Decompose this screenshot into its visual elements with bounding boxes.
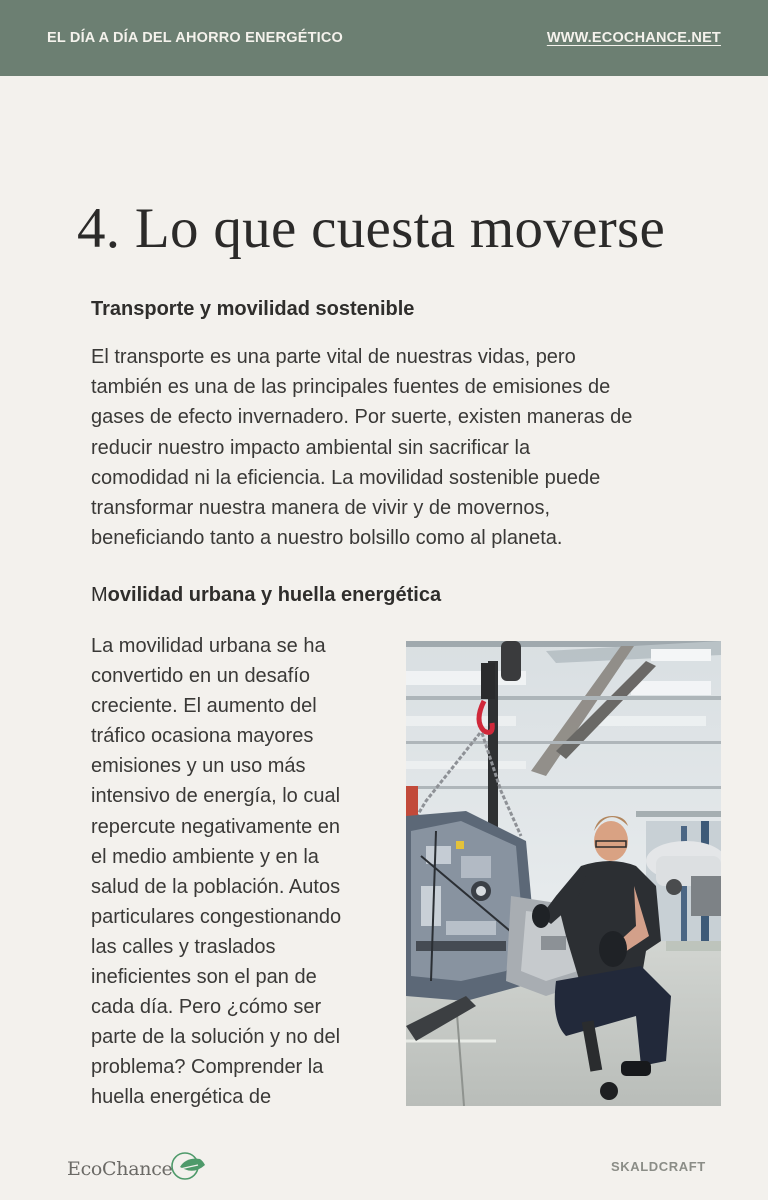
paragraph-line: transformar nuestra manera de vivir y de movernos, xyxy=(91,497,551,520)
paragraph-line: particulares congestionando xyxy=(91,905,342,928)
paragraph-line: tráfico ocasiona mayores xyxy=(91,725,314,748)
paragraph-line: ineficientes son el pan de xyxy=(91,966,317,989)
paragraph-line: parte de la solución y no del xyxy=(91,1026,341,1049)
intro-paragraph xyxy=(91,342,711,553)
paragraph-line: emisiones y un uso más xyxy=(91,755,306,778)
heading-rest: ovilidad urbana y huella energética xyxy=(107,584,442,606)
paragraph-line: problema? Comprender la xyxy=(91,1056,324,1079)
ecochance-logo[interactable] xyxy=(67,1150,206,1187)
paragraph-line: cada día. Pero ¿cómo ser xyxy=(91,996,322,1019)
paragraph-line: creciente. El aumento del xyxy=(91,695,317,718)
paragraph-line: huella energética de xyxy=(91,1086,272,1109)
logo-text: EcoChance xyxy=(67,1157,173,1180)
paragraph-line: beneficiando tanto a nuestro bolsillo como al planeta. xyxy=(91,527,563,550)
paragraph-line: el medio ambiente y en la xyxy=(91,845,319,868)
section-heading-urban-mobility xyxy=(91,584,441,607)
paragraph-line: repercute negativamente en xyxy=(91,815,341,838)
page-header xyxy=(0,0,768,76)
paragraph-line: reducir nuestro impacto ambiental sin sacrificar la xyxy=(91,436,531,459)
leaf-circle-icon xyxy=(170,1150,206,1187)
footer-credit: SKALDCRAFT xyxy=(611,1159,706,1174)
paragraph-line: las calles y traslados xyxy=(91,935,276,958)
paragraph-line: convertido en un desafío xyxy=(91,665,311,688)
website-link[interactable]: WWW.ECOCHANCE.NET xyxy=(546,30,721,46)
paragraph-line: gases de efecto invernadero. Por suerte, existen maneras de xyxy=(91,406,633,429)
paragraph-line: La movilidad urbana se ha xyxy=(91,635,326,657)
header-tagline: EL DÍA A DÍA DEL AHORRO ENERGÉTICO xyxy=(47,30,344,46)
mechanic-engine-photo xyxy=(406,641,721,1106)
paragraph-line: salud de la población. Autos xyxy=(91,875,341,898)
paragraph-line: intensivo de energía, lo cual xyxy=(91,785,341,808)
page-title: 4. Lo que cuesta moverse xyxy=(77,197,666,260)
heading-first-letter: M xyxy=(91,584,108,606)
paragraph-line: comodidad ni la eficiencia. La movilidad sostenible puede xyxy=(91,466,601,489)
urban-mobility-paragraph xyxy=(91,631,391,1113)
section-heading-transport: Transporte y movilidad sostenible xyxy=(91,298,415,320)
paragraph-line: también es una de las principales fuentes de emisiones de xyxy=(91,376,611,399)
paragraph-line: El transporte es una parte vital de nuestras vidas, pero xyxy=(91,346,576,368)
